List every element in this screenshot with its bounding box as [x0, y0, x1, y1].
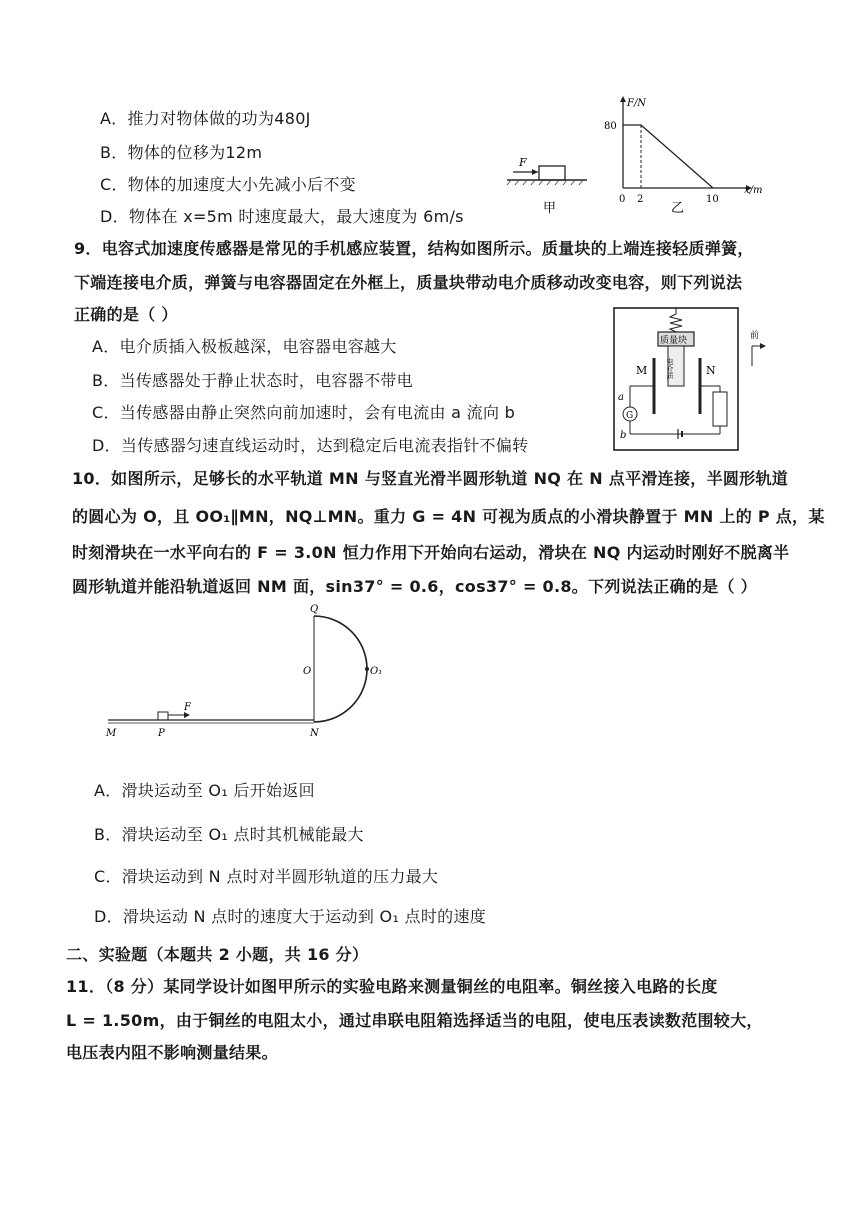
q10-figure-track	[100, 602, 400, 742]
q8-yi-y-tick: 80	[604, 121, 617, 132]
q9-point-a: a	[618, 392, 624, 403]
q8-option-d: D．物体在 x=5m 时速度最大，最大速度为 6m/s	[100, 207, 464, 226]
q9-stem-line-1: 9．电容式加速度传感器是常见的手机感应装置，结构如图所示。质量块的上端连接轻质弹簧，	[74, 239, 754, 258]
q10-stem-line-2: 的圆心为 O，且 OO₁∥MN，NQ⊥MN。重力 G = 4N 可视为质点的小滑块静置于 MN 上的 P 点，某	[72, 507, 825, 526]
q9-stem-line-3: 正确的是（ ）	[74, 305, 178, 324]
q8-jia-force-label: F	[519, 156, 527, 169]
q9-front-label: 前	[750, 331, 760, 341]
q10-label-o: O	[303, 666, 312, 677]
q8-option-c: C．物体的加速度大小先减小后不变	[100, 175, 356, 194]
q10-stem-line-1: 10．如图所示，足够长的水平轨道 MN 与竖直光滑半圆形轨道 NQ 在 N 点平滑连接，半圆形轨道	[72, 469, 789, 488]
q11-stem-line-3: 电压表内阻不影响测量结果。	[66, 1043, 278, 1062]
q8-figure-jia	[505, 150, 600, 220]
q10-label-p: P	[158, 728, 165, 739]
q10-label-o1: O₁	[370, 666, 383, 677]
q9-option-b: B．当传感器处于静止状态时，电容器不带电	[92, 371, 413, 390]
q9-plate-m-label: M	[636, 364, 648, 377]
q9-plate-n-label: N	[706, 364, 716, 377]
q9-option-a: A．电介质插入极板越深，电容器电容越大	[92, 337, 397, 356]
section-heading-experiment: 二、实验题（本题共 2 小题，共 16 分）	[66, 945, 369, 964]
q10-label-m: M	[106, 728, 117, 739]
q10-label-f: F	[184, 702, 191, 713]
q8-yi-ylabel: F/N	[627, 98, 647, 109]
q10-stem-line-3: 时刻滑块在一水平向右的 F = 3.0N 恒力作用下开始向右运动，滑块在 NQ 内运动时刚好不脱离半	[72, 543, 790, 562]
q8-figure-yi	[600, 92, 770, 216]
q8-jia-caption: 甲	[543, 201, 557, 216]
q9-meter-label: G	[626, 411, 634, 421]
q10-option-b: B．滑块运动至 O₁ 点时其机械能最大	[94, 825, 364, 844]
q8-yi-x-tick-0: 0	[619, 194, 626, 205]
q9-figure-accelerometer	[612, 306, 772, 454]
q9-option-c: C．当传感器由静止突然向前加速时，会有电流由 a 流向 b	[92, 403, 516, 422]
q9-point-b: b	[620, 430, 627, 441]
q10-stem-line-4: 圆形轨道并能沿轨道返回 NM 面，sin37° = 0.6，cos37° = 0.8。下列说法正确的是（ ）	[72, 577, 757, 596]
q10-option-c: C．滑块运动到 N 点时对半圆形轨道的压力最大	[94, 867, 439, 886]
q11-stem-line-2: L = 1.50m，由于铜丝的电阻太小，通过串联电阻箱选择适当的电阻，使电压表读数范围较大，	[66, 1011, 763, 1030]
q9-option-d: D．当传感器匀速直线运动时，达到稳定后电流表指针不偏转	[92, 436, 529, 455]
q10-option-a: A．滑块运动至 O₁ 后开始返回	[94, 781, 315, 800]
q8-yi-x-tick-10: 10	[706, 194, 719, 205]
q8-option-a: A．推力对物体做的功为480J	[100, 109, 311, 128]
q8-option-b: B．物体的位移为12m	[100, 143, 263, 162]
q9-mass-label: 质量块	[660, 336, 688, 346]
q9-stem-line-2: 下端连接电介质，弹簧与电容器固定在外框上，质量块带动电介质移动改变电容，则下列说法	[74, 273, 743, 292]
q8-yi-caption: 乙	[671, 201, 685, 216]
q10-label-q: Q	[310, 604, 319, 615]
q9-dielectric-label: 电介质	[666, 358, 674, 379]
q10-option-d: D．滑块运动 N 点时的速度大于运动到 O₁ 点时的速度	[94, 907, 487, 926]
q10-label-n: N	[310, 728, 319, 739]
q8-yi-xlabel: x/m	[744, 185, 763, 196]
q11-stem-line-1: 11．（8 分）某同学设计如图甲所示的实验电路来测量铜丝的电阻率。铜丝接入电路的长度	[66, 977, 718, 996]
q8-yi-x-tick-2: 2	[637, 194, 644, 205]
